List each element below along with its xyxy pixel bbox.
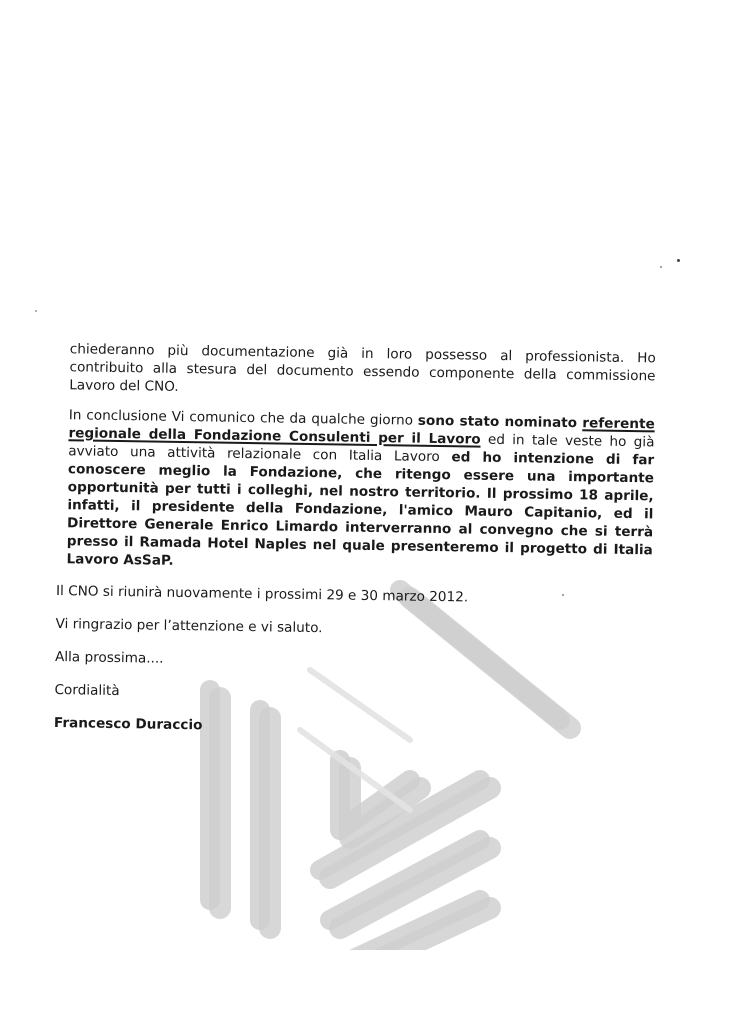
scan-speck [35,310,37,312]
paragraph-closing: Alla prossima.... [54,649,164,667]
paragraph-text: In conclusione Vi comunico che da qualche giorno [68,407,418,429]
paragraph-thanks: Vi ringrazio per l’attenzione e vi saluto. [55,616,323,637]
letter-body [50,340,656,741]
paragraph-cno-meeting: Il CNO si riunirà nuovamente i prossimi 29 e 30 marzo 2012. [55,583,469,606]
bold-text: ed ho intenzione di far conoscere meglio la Fondazione, che ritengo essere una importante opportunità per tutti i colleghi, nel nostro territorio. Il prossimo 18 aprile, infatti, il presidente della Fondazione, l'amico Mauro Capitanio, ed il Direttore Generale Enrico Limardo interverranno al convegno che si terrà presso il Ramada Hotel Naples nel quale presenteremo il progetto di Italia Lavoro AsSaP. [66,449,655,569]
paragraph-text: ed in tale veste ho già avviato una attività relazionale con Italia Lavoro [68,431,655,466]
paragraph-regards: Cordialità [54,682,120,700]
paragraph-documentation [69,340,656,403]
scan-speck [660,266,662,268]
paragraph-conclusion [66,406,654,577]
bold-text: sono stato nominato [417,412,583,432]
paragraph-text: chiederanno più documentazione già in loro possesso al professionista. Ho contribuito alla stesura del documento essendo componente della commissione Lavoro del CNO. [69,341,656,395]
underlined-bold-text: referente regionale della Fondazione Consulenti per il Lavoro [68,415,655,448]
signature-name: Francesco Duraccio [53,715,203,734]
scan-speck [677,259,680,262]
